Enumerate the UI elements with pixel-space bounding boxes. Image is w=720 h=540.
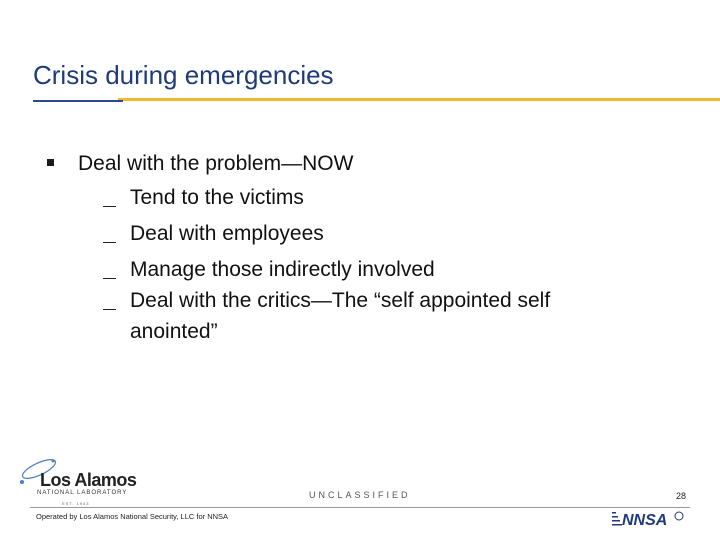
dash-icon — [103, 206, 116, 207]
lanl-subtitle: NATIONAL LABORATORY — [37, 490, 128, 496]
nnsa-logo-icon — [612, 510, 686, 528]
slide-title: Crisis during emergencies — [33, 60, 334, 90]
sub-item-3: Manage those indirectly involved — [130, 258, 435, 281]
operated-by-text: Operated by Los Alamos National Security, LLC for NNSA — [36, 512, 229, 521]
dash-icon — [103, 278, 116, 279]
main-bullet-text: Deal with the problem—NOW — [78, 152, 354, 175]
lanl-name: Los Alamos — [40, 470, 137, 490]
dash-icon — [103, 242, 116, 243]
title-rule-blue — [33, 100, 123, 102]
classification-label: UNCLASSIFIED — [309, 490, 411, 500]
dash-icon — [103, 309, 116, 310]
sub-item-4-continued: anointed” — [130, 320, 218, 343]
footer-divider — [30, 507, 690, 508]
lanl-established: EST. 1943 — [62, 501, 90, 506]
bullet-square-icon — [47, 159, 54, 166]
sub-item-4: Deal with the critics—The “self appointed self — [130, 289, 551, 312]
sub-item-1: Tend to the victims — [130, 186, 304, 209]
sub-item-2: Deal with employees — [130, 222, 324, 245]
page-number: 28 — [676, 491, 687, 501]
svg-text:NNSA: NNSA — [622, 512, 668, 528]
title-rule-gold — [118, 98, 720, 101]
